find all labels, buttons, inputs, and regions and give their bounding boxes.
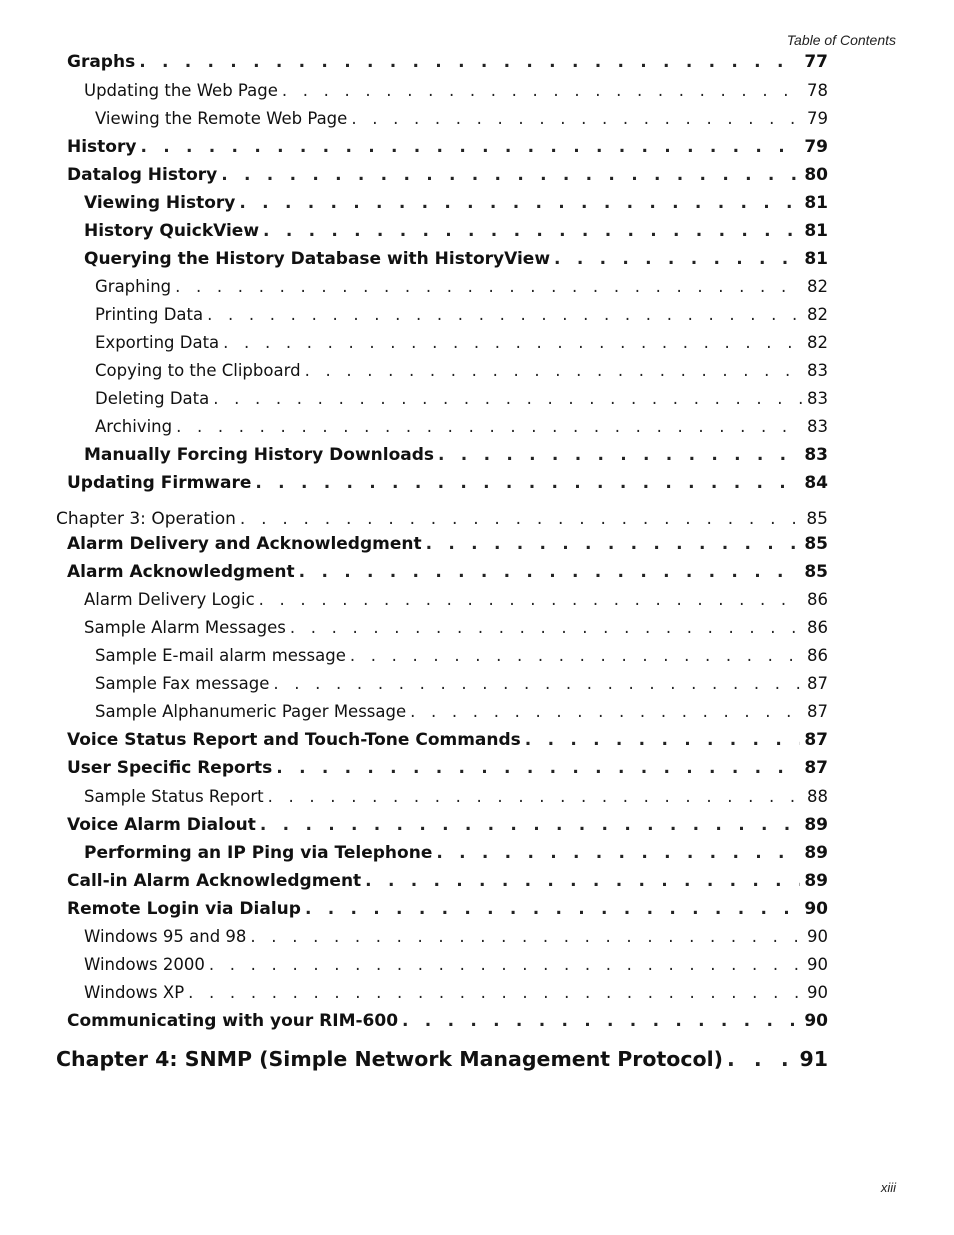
toc-chapter-entry[interactable] [56, 1047, 828, 1071]
toc-entry-title: Sample Alarm Messages [84, 618, 286, 637]
toc-entry-title: Sample Status Report [84, 787, 264, 806]
toc-entry[interactable] [84, 843, 828, 863]
toc-entry[interactable] [67, 165, 828, 185]
toc-entry[interactable] [84, 927, 828, 946]
toc-entry-page: 90 [807, 983, 828, 1002]
leader-dots [554, 249, 800, 269]
toc-entry-page: 87 [807, 674, 828, 693]
toc-entry-page: 80 [804, 165, 828, 185]
leader-dots [268, 787, 803, 806]
toc-entry-page: 82 [807, 277, 828, 296]
toc-entry-title: Voice Alarm Dialout [67, 815, 256, 835]
toc-entry[interactable] [67, 137, 828, 157]
toc-entry-title: User Specific Reports [67, 758, 273, 778]
toc-entry-title: Graphs [67, 52, 136, 72]
toc-entry-title: Printing Data [95, 305, 204, 324]
toc-entry[interactable] [84, 193, 828, 213]
toc-entry-page: 87 [807, 702, 828, 721]
leader-dots [410, 702, 803, 721]
toc-entry[interactable] [84, 221, 828, 241]
toc-entry-page: 83 [804, 445, 828, 465]
toc-entry[interactable] [95, 361, 828, 380]
toc-entry[interactable] [95, 109, 828, 128]
toc-entry-page: 89 [804, 871, 828, 891]
toc-entry-page: 85 [806, 509, 828, 529]
toc-entry-title: Voice Status Report and Touch-Tone Commands [67, 730, 521, 750]
toc-entry-page: 86 [807, 618, 828, 637]
toc-entry[interactable] [67, 534, 828, 554]
leader-dots [402, 1011, 800, 1031]
toc-entry-title: Archiving [95, 417, 173, 436]
toc-entry-page: 88 [807, 787, 828, 806]
leader-dots [240, 509, 802, 529]
leader-dots [438, 445, 800, 465]
toc-entry-page: 83 [807, 361, 828, 380]
toc-entry[interactable] [95, 674, 828, 693]
toc-entry-title: Sample E-mail alarm message [95, 646, 346, 665]
leader-dots [221, 165, 800, 185]
toc-entry[interactable] [84, 955, 828, 974]
toc-entry[interactable] [95, 417, 828, 436]
leader-dots [209, 955, 803, 974]
toc-entry-title: Copying to the Clipboard [95, 361, 301, 380]
leader-dots [139, 52, 800, 72]
toc-entry-title: Alarm Acknowledgment [67, 562, 295, 582]
leader-dots [727, 1047, 795, 1071]
toc-entry-title: Chapter 3: Operation [56, 509, 236, 529]
toc-entry[interactable] [95, 702, 828, 721]
toc-entry-page: 79 [804, 137, 828, 157]
toc-entry[interactable] [84, 618, 828, 637]
toc-entry-page: 86 [807, 646, 828, 665]
leader-dots [351, 109, 803, 128]
toc-entry-title: Windows 95 and 98 [84, 927, 247, 946]
leader-dots [140, 137, 800, 157]
toc-entry-page: 81 [804, 249, 828, 269]
toc-entry[interactable] [84, 590, 828, 609]
running-head: Table of Contents [786, 32, 896, 48]
toc-entry-title: Call-in Alarm Acknowledgment [67, 871, 362, 891]
toc-entry[interactable] [67, 815, 828, 835]
toc-entry-title: Chapter 4: SNMP (Simple Network Management Protocol) [56, 1047, 723, 1071]
leader-dots [263, 221, 800, 241]
leader-dots [188, 983, 803, 1002]
leader-dots [223, 333, 803, 352]
toc-entry-title: History [67, 137, 137, 157]
toc-entry-page: 89 [804, 815, 828, 835]
toc-entry-page: 77 [804, 52, 828, 72]
toc-entry-title: Windows XP [84, 983, 185, 1002]
toc-entry-title: Alarm Delivery Logic [84, 590, 255, 609]
toc-entry[interactable] [84, 81, 828, 100]
toc-entry-title: Manually Forcing History Downloads [84, 445, 435, 465]
toc-entry-title: Querying the History Database with HistoryView [84, 249, 551, 269]
toc-entry-title: Updating Firmware [67, 473, 252, 493]
leader-dots [525, 730, 801, 750]
toc-entry-title: Alarm Delivery and Acknowledgment [67, 534, 422, 554]
leader-dots [207, 305, 803, 324]
leader-dots [260, 815, 800, 835]
leader-dots [282, 81, 803, 100]
leader-dots [436, 843, 800, 863]
toc-entry-title: Exporting Data [95, 333, 220, 352]
toc-entry-page: 83 [807, 389, 828, 408]
toc-entry-title: Graphing [95, 277, 172, 296]
toc-entry-title: Remote Login via Dialup [67, 899, 301, 919]
toc-entry[interactable] [84, 445, 828, 465]
toc-entry[interactable] [84, 249, 828, 269]
leader-dots [273, 674, 803, 693]
toc-entry-title: Sample Fax message [95, 674, 270, 693]
toc-entry[interactable] [67, 899, 828, 919]
leader-dots [255, 473, 800, 493]
leader-dots [176, 417, 803, 436]
toc-entry[interactable] [95, 389, 828, 408]
leader-dots [305, 361, 803, 380]
toc-entry-title: History QuickView [84, 221, 260, 241]
toc-entry-title: Updating the Web Page [84, 81, 278, 100]
leader-dots [426, 534, 801, 554]
toc-entry-page: 90 [804, 899, 828, 919]
toc-entry-title: Communicating with your RIM-600 [67, 1011, 399, 1031]
toc-entry-page: 87 [804, 758, 828, 778]
page-number: xiii [880, 1180, 896, 1195]
toc-entry-page: 90 [807, 955, 828, 974]
toc-entry[interactable] [84, 983, 828, 1002]
toc-entry-page: 89 [804, 843, 828, 863]
toc-entry-page: 91 [799, 1047, 828, 1071]
toc-entry[interactable] [95, 646, 828, 665]
toc-entry-title: Viewing the Remote Web Page [95, 109, 348, 128]
toc-entry-page: 79 [807, 109, 828, 128]
leader-dots [250, 927, 803, 946]
toc-entry-page: 82 [807, 305, 828, 324]
toc-entry-title: Deleting Data [95, 389, 210, 408]
toc-entry-title: Windows 2000 [84, 955, 205, 974]
toc-entry-page: 87 [804, 730, 828, 750]
toc-entry-title: Sample Alphanumeric Pager Message [95, 702, 407, 721]
toc-entry[interactable] [67, 730, 828, 750]
leader-dots [350, 646, 803, 665]
toc-entry[interactable] [95, 333, 828, 352]
leader-dots [259, 590, 803, 609]
toc-entry-page: 81 [804, 221, 828, 241]
leader-dots [175, 277, 803, 296]
toc-entry-page: 90 [804, 1011, 828, 1031]
toc-entry-page: 81 [804, 193, 828, 213]
toc-entry-page: 78 [807, 81, 828, 100]
toc-entry-page: 85 [804, 534, 828, 554]
toc-entry-page: 82 [807, 333, 828, 352]
toc-entry-page: 84 [804, 473, 828, 493]
leader-dots [276, 758, 800, 778]
toc-entry[interactable] [67, 52, 828, 72]
toc-entry-page: 86 [807, 590, 828, 609]
toc-entry[interactable] [67, 1011, 828, 1031]
toc-chapter-entry[interactable] [56, 509, 828, 529]
leader-dots [299, 562, 801, 582]
toc-entry[interactable] [67, 758, 828, 778]
toc-entry[interactable] [95, 305, 828, 324]
toc-entry[interactable] [67, 473, 828, 493]
leader-dots [290, 618, 803, 637]
leader-dots [239, 193, 800, 213]
toc-entry-page: 90 [807, 927, 828, 946]
toc-entry[interactable] [67, 871, 828, 891]
leader-dots [365, 871, 800, 891]
toc-entry[interactable] [84, 787, 828, 806]
toc-entry-title: Datalog History [67, 165, 218, 185]
toc-entry-title: Performing an IP Ping via Telephone [84, 843, 433, 863]
toc-entry-page: 85 [804, 562, 828, 582]
toc-entry[interactable] [67, 562, 828, 582]
toc-entry-title: Viewing History [84, 193, 236, 213]
toc-entry[interactable] [95, 277, 828, 296]
leader-dots [213, 389, 803, 408]
leader-dots [305, 899, 800, 919]
toc-entry-page: 83 [807, 417, 828, 436]
